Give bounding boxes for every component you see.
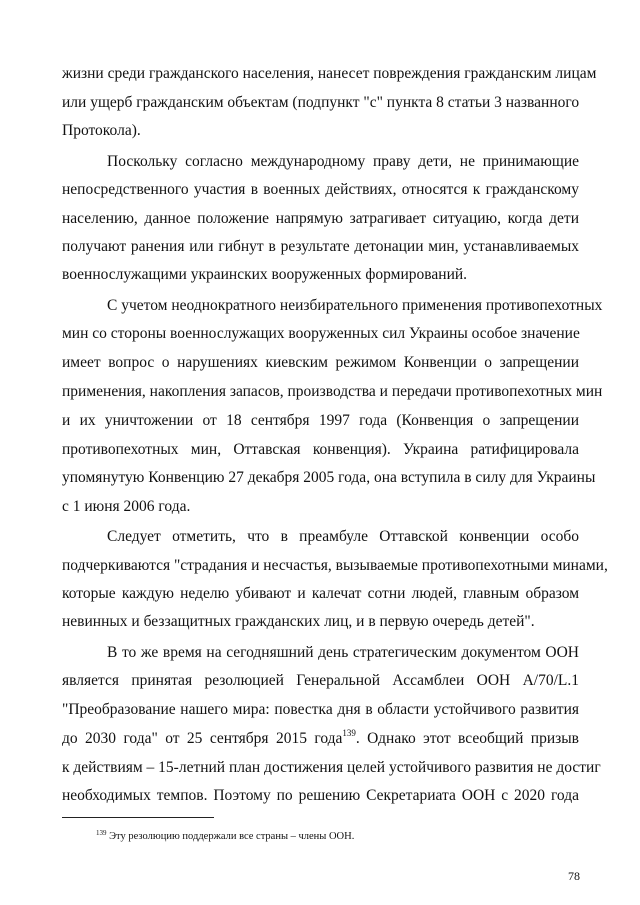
text-line: мин со стороны военнослужащих вооруженных сил Украины особое значение xyxy=(62,325,580,342)
page-number: 78 xyxy=(568,869,580,883)
text-line: "Преобразование нашего мира: повестка дня в области устойчивого развития xyxy=(62,701,579,718)
text-line: является принятая резолюцией Генеральной Ассамблеи ООН A/70/L.1 xyxy=(62,672,579,689)
text-line: противопехотных мин, Оттавская конвенция). Украина ратифицировала xyxy=(62,441,579,458)
footnote-separator xyxy=(62,817,214,818)
text-line: Протокола). xyxy=(62,122,141,139)
footnote-text: Эту резолюцию поддержали все страны – члены ООН. xyxy=(106,831,355,842)
text-line: получают ранения или гибнут в результате детонации мин, устанавливаемых xyxy=(62,238,579,255)
footnote-reference[interactable]: 139 xyxy=(342,728,356,738)
text-line: невинных и беззащитных гражданских лиц, и в первую очередь детей". xyxy=(62,613,535,630)
text-segment: до 2030 года" от 25 сентября 2015 года xyxy=(62,730,343,747)
text-line: или ущерб гражданским объектам (подпункт "c" пункта 8 статьи 3 названного xyxy=(62,94,580,111)
text-line: подчеркиваются "страдания и несчастья, вызываемые противопехотными минами, xyxy=(62,557,608,574)
text-line: непосредственного участия в военных действиях, относятся к гражданскому xyxy=(62,181,579,198)
footnote-marker: 139 xyxy=(96,829,107,837)
text-line: военнослужащими украинских вооруженных формирований. xyxy=(62,266,468,283)
text-line: необходимых темпов. Поэтому по решению Секретариата ООН с 2020 года xyxy=(62,787,579,804)
text-line: жизни среди гражданского населения, нанесет повреждения гражданским лицам xyxy=(62,65,597,82)
text-segment: . Однако этот всеобщий призыв xyxy=(355,730,579,747)
text-line: которые каждую неделю убивают и калечат сотни людей, главным образом xyxy=(62,585,579,602)
paragraph-first-line: В то же время на сегодняшний день стратегическим документом ООН xyxy=(107,644,579,661)
text-line: и их уничтожении от 18 сентября 1997 года (Конвенция о запрещении xyxy=(62,412,579,429)
text-line: упомянутую Конвенцию 27 декабря 2005 года, она вступила в силу для Украины xyxy=(62,469,596,486)
footnote xyxy=(96,830,354,844)
paragraph-first-line: С учетом неоднократного неизбирательного применения противопехотных xyxy=(107,297,603,314)
text-line: с 1 июня 2006 года. xyxy=(62,498,191,515)
paragraph-first-line: Следует отметить, что в преамбуле Оттавской конвенции особо xyxy=(107,528,579,545)
text-line: населению, данное положение напрямую затрагивает ситуацию, когда дети xyxy=(62,210,579,227)
text-line-with-footnote xyxy=(62,729,579,749)
text-line: имеет вопрос о нарушениях киевским режимом Конвенции о запрещении xyxy=(62,354,579,371)
paragraph-first-line: Поскольку согласно международному праву дети, не принимающие xyxy=(107,153,579,170)
text-line: к действиям – 15-летний план достижения целей устойчивого развития не достиг xyxy=(62,759,601,776)
text-line: применения, накопления запасов, производства и передачи противопехотных мин xyxy=(62,383,603,400)
